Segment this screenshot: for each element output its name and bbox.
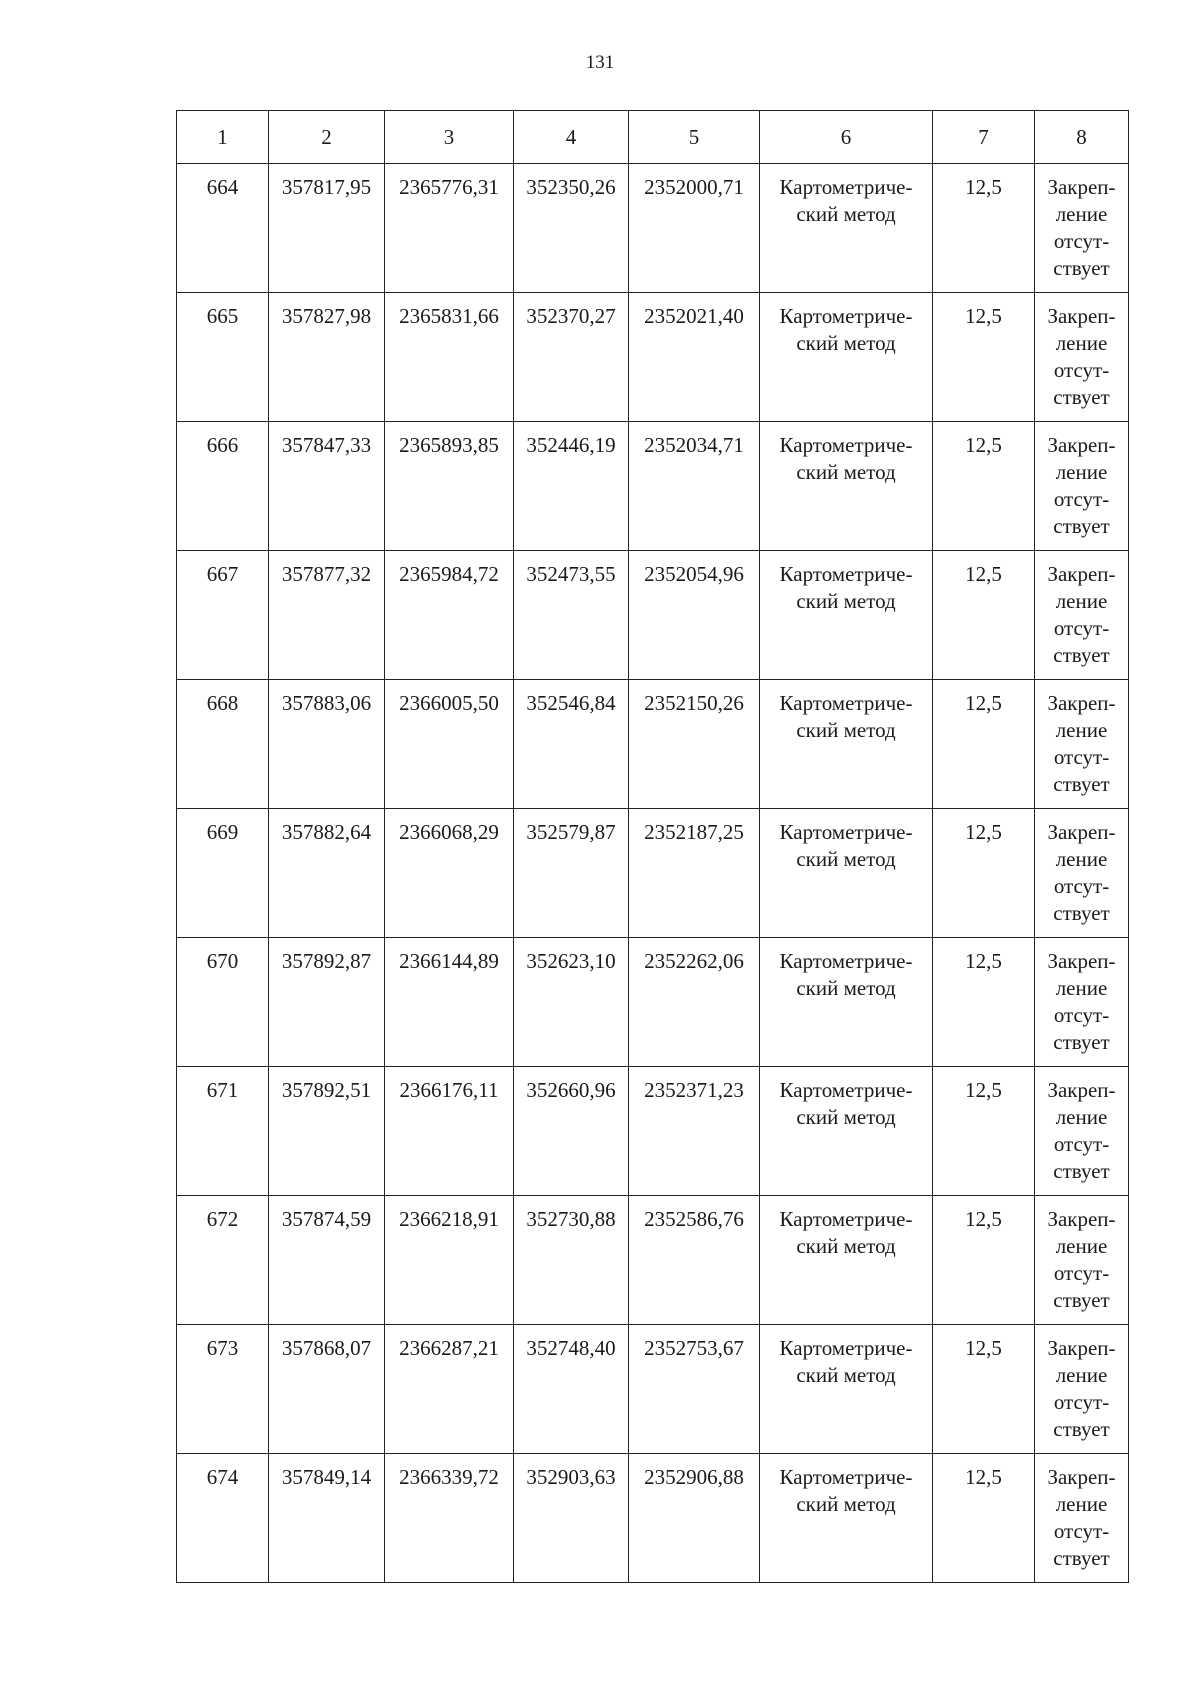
x-coordinate-alt-cell: 352546,84 (514, 680, 629, 809)
header-cell: 1 (177, 111, 269, 164)
method-cell: Картометриче- ский метод (760, 164, 933, 293)
method-cell: Картометриче- ский метод (760, 1067, 933, 1196)
x-coordinate-alt-cell: 352370,27 (514, 293, 629, 422)
y-coordinate-cell: 2366287,21 (385, 1325, 514, 1454)
accuracy-cell: 12,5 (933, 1196, 1035, 1325)
header-cell: 3 (385, 111, 514, 164)
method-cell: Картометриче- ский метод (760, 1454, 933, 1583)
point-number-cell: 665 (177, 293, 269, 422)
table-header-row (177, 111, 1129, 164)
method-cell: Картометриче- ский метод (760, 1325, 933, 1454)
table-row (177, 680, 1129, 809)
method-cell: Картометриче- ский метод (760, 293, 933, 422)
accuracy-cell: 12,5 (933, 293, 1035, 422)
table-row (177, 551, 1129, 680)
y-coordinate-cell: 2366144,89 (385, 938, 514, 1067)
table-row (177, 422, 1129, 551)
y-coordinate-alt-cell: 2352753,67 (629, 1325, 760, 1454)
y-coordinate-cell: 2365984,72 (385, 551, 514, 680)
fixing-cell: Закреп- ление отсут- ствует (1035, 1325, 1129, 1454)
table-row (177, 1196, 1129, 1325)
method-cell: Картометриче- ский метод (760, 1196, 933, 1325)
fixing-cell: Закреп- ление отсут- ствует (1035, 164, 1129, 293)
y-coordinate-cell: 2366005,50 (385, 680, 514, 809)
method-cell: Картометриче- ский метод (760, 809, 933, 938)
x-coordinate-alt-cell: 352730,88 (514, 1196, 629, 1325)
y-coordinate-alt-cell: 2352034,71 (629, 422, 760, 551)
x-coordinate-alt-cell: 352748,40 (514, 1325, 629, 1454)
x-coordinate-cell: 357877,32 (269, 551, 385, 680)
header-cell: 7 (933, 111, 1035, 164)
y-coordinate-alt-cell: 2352906,88 (629, 1454, 760, 1583)
accuracy-cell: 12,5 (933, 938, 1035, 1067)
accuracy-cell: 12,5 (933, 680, 1035, 809)
point-number-cell: 674 (177, 1454, 269, 1583)
point-number-cell: 670 (177, 938, 269, 1067)
y-coordinate-cell: 2366339,72 (385, 1454, 514, 1583)
table-row (177, 293, 1129, 422)
header-cell: 2 (269, 111, 385, 164)
accuracy-cell: 12,5 (933, 422, 1035, 551)
x-coordinate-alt-cell: 352473,55 (514, 551, 629, 680)
accuracy-cell: 12,5 (933, 809, 1035, 938)
x-coordinate-cell: 357874,59 (269, 1196, 385, 1325)
accuracy-cell: 12,5 (933, 164, 1035, 293)
point-number-cell: 666 (177, 422, 269, 551)
table-row (177, 809, 1129, 938)
x-coordinate-cell: 357882,64 (269, 809, 385, 938)
x-coordinate-cell: 357892,51 (269, 1067, 385, 1196)
table-row (177, 1325, 1129, 1454)
y-coordinate-alt-cell: 2352021,40 (629, 293, 760, 422)
x-coordinate-alt-cell: 352903,63 (514, 1454, 629, 1583)
point-number-cell: 671 (177, 1067, 269, 1196)
x-coordinate-alt-cell: 352579,87 (514, 809, 629, 938)
point-number-cell: 673 (177, 1325, 269, 1454)
method-cell: Картометриче- ский метод (760, 680, 933, 809)
x-coordinate-cell: 357892,87 (269, 938, 385, 1067)
x-coordinate-cell: 357883,06 (269, 680, 385, 809)
x-coordinate-cell: 357849,14 (269, 1454, 385, 1583)
y-coordinate-cell: 2365893,85 (385, 422, 514, 551)
x-coordinate-alt-cell: 352446,19 (514, 422, 629, 551)
table-row (177, 1454, 1129, 1583)
fixing-cell: Закреп- ление отсут- ствует (1035, 293, 1129, 422)
fixing-cell: Закреп- ление отсут- ствует (1035, 551, 1129, 680)
y-coordinate-cell: 2365776,31 (385, 164, 514, 293)
coordinates-table (176, 110, 1129, 1583)
fixing-cell: Закреп- ление отсут- ствует (1035, 938, 1129, 1067)
table-row (177, 938, 1129, 1067)
x-coordinate-alt-cell: 352350,26 (514, 164, 629, 293)
y-coordinate-cell: 2366068,29 (385, 809, 514, 938)
x-coordinate-alt-cell: 352660,96 (514, 1067, 629, 1196)
table-row (177, 164, 1129, 293)
method-cell: Картометриче- ский метод (760, 551, 933, 680)
x-coordinate-cell: 357827,98 (269, 293, 385, 422)
page-number: 131 (585, 52, 615, 73)
point-number-cell: 664 (177, 164, 269, 293)
x-coordinate-cell: 357868,07 (269, 1325, 385, 1454)
y-coordinate-alt-cell: 2352150,26 (629, 680, 760, 809)
y-coordinate-cell: 2366218,91 (385, 1196, 514, 1325)
fixing-cell: Закреп- ление отсут- ствует (1035, 1454, 1129, 1583)
fixing-cell: Закреп- ление отсут- ствует (1035, 1067, 1129, 1196)
method-cell: Картометриче- ский метод (760, 938, 933, 1067)
accuracy-cell: 12,5 (933, 1325, 1035, 1454)
table-row (177, 1067, 1129, 1196)
y-coordinate-alt-cell: 2352262,06 (629, 938, 760, 1067)
method-cell: Картометриче- ский метод (760, 422, 933, 551)
x-coordinate-cell: 357817,95 (269, 164, 385, 293)
y-coordinate-alt-cell: 2352371,23 (629, 1067, 760, 1196)
point-number-cell: 672 (177, 1196, 269, 1325)
fixing-cell: Закреп- ление отсут- ствует (1035, 680, 1129, 809)
fixing-cell: Закреп- ление отсут- ствует (1035, 1196, 1129, 1325)
point-number-cell: 667 (177, 551, 269, 680)
header-cell: 4 (514, 111, 629, 164)
fixing-cell: Закреп- ление отсут- ствует (1035, 422, 1129, 551)
x-coordinate-alt-cell: 352623,10 (514, 938, 629, 1067)
header-cell: 6 (760, 111, 933, 164)
header-cell: 8 (1035, 111, 1129, 164)
y-coordinate-alt-cell: 2352054,96 (629, 551, 760, 680)
y-coordinate-alt-cell: 2352586,76 (629, 1196, 760, 1325)
accuracy-cell: 12,5 (933, 551, 1035, 680)
point-number-cell: 668 (177, 680, 269, 809)
accuracy-cell: 12,5 (933, 1067, 1035, 1196)
header-cell: 5 (629, 111, 760, 164)
y-coordinate-cell: 2366176,11 (385, 1067, 514, 1196)
y-coordinate-alt-cell: 2352187,25 (629, 809, 760, 938)
point-number-cell: 669 (177, 809, 269, 938)
y-coordinate-alt-cell: 2352000,71 (629, 164, 760, 293)
x-coordinate-cell: 357847,33 (269, 422, 385, 551)
accuracy-cell: 12,5 (933, 1454, 1035, 1583)
y-coordinate-cell: 2365831,66 (385, 293, 514, 422)
fixing-cell: Закреп- ление отсут- ствует (1035, 809, 1129, 938)
